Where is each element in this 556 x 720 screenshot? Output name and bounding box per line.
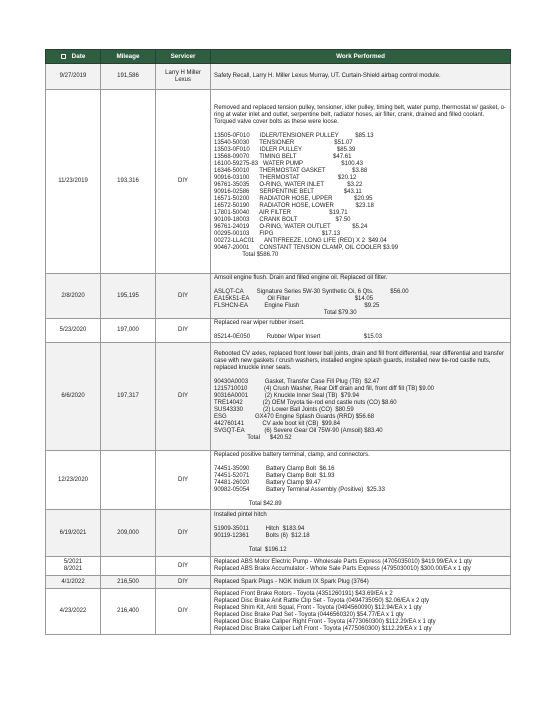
work-performed-cell — [211, 510, 511, 557]
paragraph-gap — [214, 519, 507, 526]
date-cell: 5/2021 8/2021 — [46, 557, 101, 576]
table-row — [46, 451, 511, 510]
date-cell: 6/6/2020 — [46, 343, 101, 451]
work-description: Replaced ABS Motor Electric Pump - Wholesale Parts Express (4705035010) $419.99/EA x 1 qty Replaced ABS Brake Accumulator - Whole Sale Parts Express (4795030010) $300.00/EA x 1 qty — [214, 559, 472, 572]
date-cell: 4/23/2022 — [46, 589, 101, 635]
work-description: Amsoil engine flush. Drain and filled engine oil. Replaced oil filter. — [214, 275, 388, 281]
parts-list: ASLQT-CA Signature Series 5W-30 Synthetic Oi, 6 Qts. $56.00 EA15K51-EA Oil Filter $14.05 FLSHCN-EA Engine Flush $9.25 Total $79.30 — [214, 289, 409, 316]
table-row — [46, 557, 511, 576]
paragraph-gap — [214, 372, 507, 379]
calendar-icon — [61, 54, 66, 59]
work-performed-cell — [211, 343, 511, 451]
work-performed-cell — [211, 274, 511, 319]
date-cell: 2/8/2020 — [46, 274, 101, 319]
work-performed-cell — [211, 319, 511, 343]
work-performed-cell — [211, 451, 511, 510]
date-cell: 6/19/2021 — [46, 510, 101, 557]
table-row — [46, 576, 511, 589]
column-header-servicer[interactable]: Servicer — [156, 50, 211, 64]
mileage-cell — [101, 557, 156, 576]
parts-list: 51909-35011 Hitch $183.94 90119-12361 Bolts (6) $12.18 Total $196.12 — [214, 526, 310, 553]
service-log-table — [45, 49, 511, 635]
servicer-cell: DIY — [156, 90, 211, 274]
work-description: Replaced rear wiper rubber insert. — [214, 320, 305, 326]
work-performed-cell — [211, 557, 511, 576]
date-cell: 11/23/2019 — [46, 90, 101, 274]
table-header-row — [46, 50, 511, 64]
paragraph-gap — [214, 126, 507, 133]
table-row — [46, 343, 511, 451]
work-description: Replaced positive battery terminal, clamp, and connectors. — [214, 452, 370, 458]
paragraph-gap — [214, 327, 507, 334]
work-performed-cell — [211, 576, 511, 589]
servicer-cell: DIY — [156, 557, 211, 576]
parts-list: 85214-0E050 Rubber Wiper Insert $15.03 — [214, 334, 383, 340]
column-header-date[interactable]: Date — [46, 50, 101, 64]
work-description: Rebooted CV axles, replaced front lower ball joints, drain and fill front differential, rear differential and transfer case with new gaskets / crush washers, installed engine splash guards, installed new tie-rod castle nuts, replaced knuckle inner seals. — [214, 351, 504, 371]
mileage-cell: 216,500 — [101, 576, 156, 589]
servicer-cell: DIY — [156, 319, 211, 343]
work-performed-cell — [211, 589, 511, 635]
work-description: Replaced Spark Plugs - NGK Iridium IX Spark Plug (3764) — [214, 578, 369, 585]
date-cell: 5/23/2020 — [46, 319, 101, 343]
date-cell: 12/23/2020 — [46, 451, 101, 510]
mileage-cell: 195,195 — [101, 274, 156, 319]
servicer-cell: Larry H Miller Lexus — [156, 64, 211, 90]
servicer-cell: DIY — [156, 576, 211, 589]
work-description: Safety Recall, Larry H. Miller Lexus Murray, UT. Curtain-Shield airbag control module. — [214, 73, 441, 79]
mileage-cell: 197,000 — [101, 319, 156, 343]
paragraph-gap — [214, 282, 507, 289]
work-description: Replaced Front Brake Rotors - Toyota (4351260191) $43.69/EA x 2 Replaced Disc Brake Anit Rattle Clip Set - Toyota (0494735050) $2.06/EA x 2 qty Replaced Shim Kit, Anti Squal, Front - Toyota (0494560090) $12.94/EA x 1 qty Replaced Disc Brake Pad Set - Toyota (0446560320) $54.77/EA x 1 qty Replaced Disc Brake Caliper Right Front - Toyota (4773060300) $112.29/EA x 1 qty Replaced Disc Brake Caliper Left Front - Toyota (4775060300) $112.29/EA x 1 qty — [214, 590, 436, 632]
mileage-cell: 191,586 — [101, 64, 156, 90]
paragraph-gap — [214, 459, 507, 466]
work-description: Installed pintel hitch — [214, 512, 267, 518]
table-row — [46, 319, 511, 343]
date-cell: 4/1/2022 — [46, 576, 101, 589]
servicer-cell: DIY — [156, 343, 211, 451]
work-performed-cell — [211, 90, 511, 274]
servicer-cell: DIY — [156, 274, 211, 319]
parts-list: 90430A0003 Gasket, Transfer Case Fill Plug (TB) $2.47 1215710010 (4) Crush Washer, Rear Diff drain and fill, front diff fill (TB) $9.00 90316A0001 (2) Knuckle Inner Seal (TB) $79.94 TRE14042 (2) OEM Toyota tie-rod end castle nuts (CO) $8.60 SUS43330 (2) Lower Ball Joints (CO) $80.59 ESG GX470 Engine Splash Guards (RRD) $56.68 442760141 CV axle boot kit (CB) $99.84 SVGQT-EA (6) Severe Gear Oil 75W-90 (Amsoil) $83.40 Total $420.52 — [214, 379, 434, 441]
servicer-cell: DIY — [156, 589, 211, 635]
servicer-cell: DIY — [156, 451, 211, 510]
mileage-cell: 216,400 — [101, 589, 156, 635]
mileage-cell: 193,316 — [101, 90, 156, 274]
column-header-mileage[interactable]: Mileage — [101, 50, 156, 64]
table-row — [46, 90, 511, 274]
mileage-cell: 209,000 — [101, 510, 156, 557]
work-description: Removed and replaced tension pulley, tensioner, idler pulley, timing belt, water pump, thermostat w/ gasket, o-ring at water inlet and outlet, serpentine belt, radiator hoses, air filter, crank, drained and filled coolant. Torqued valve cover bolts as these were loose. — [214, 104, 506, 125]
table-row — [46, 64, 511, 90]
mileage-cell — [101, 451, 156, 510]
parts-list: 13505-0F010 IDLER/TENSIONER PULLEY $85.13 13540-50030 TENSIONER $51.07 13503-0F010 IDLER PULLEY $85.39 13568-09070 TIMING BELT $47.61 16100-59275-83 WATER PUMP $100.43 16346-50010 THERMOSTAT GASKET $3.88 90916-03100 THERMOSTAT $20.12 96761-35035 O-RING, WATER INLET $3.22 90916-02586 SERPENTINE BELT $43.11 16571-50200 RADIATOR HOSE, UPPER $20.95 16572-50190 RADIATOR HOSE, LOWER $23.18 17801-50040 AIR FILTER $19.71 90109-18003 CRANK BOLT $7.50 96761-24019 O-RING, WATER OUTLET $5.24 00295-00103 FIPG $17.13 00272-LLAC01 ANTIFREEZE, LONG LIFE (RED) X 2 $49.04 90467-20001 CONSTANT TENSION CLAMP, OIL COOLER $3.99 Total $586.70 — [214, 132, 399, 258]
table-row — [46, 274, 511, 319]
parts-list: 74451-35090 Battery Clamp Bolt $6.16 74451-52071 Battery Clamp Bolt $1.93 74481-26020 Battery Clamp $9.47 90982-05054 Battery Terminal Assembly (Positive) $25.33 Total $42.89 — [214, 466, 385, 507]
table-row — [46, 589, 511, 635]
table-row — [46, 510, 511, 557]
work-performed-cell — [211, 64, 511, 90]
servicer-cell: DIY — [156, 510, 211, 557]
mileage-cell: 197,317 — [101, 343, 156, 451]
column-header-work[interactable]: Work Performed — [211, 50, 511, 64]
date-cell: 9/27/2019 — [46, 64, 101, 90]
